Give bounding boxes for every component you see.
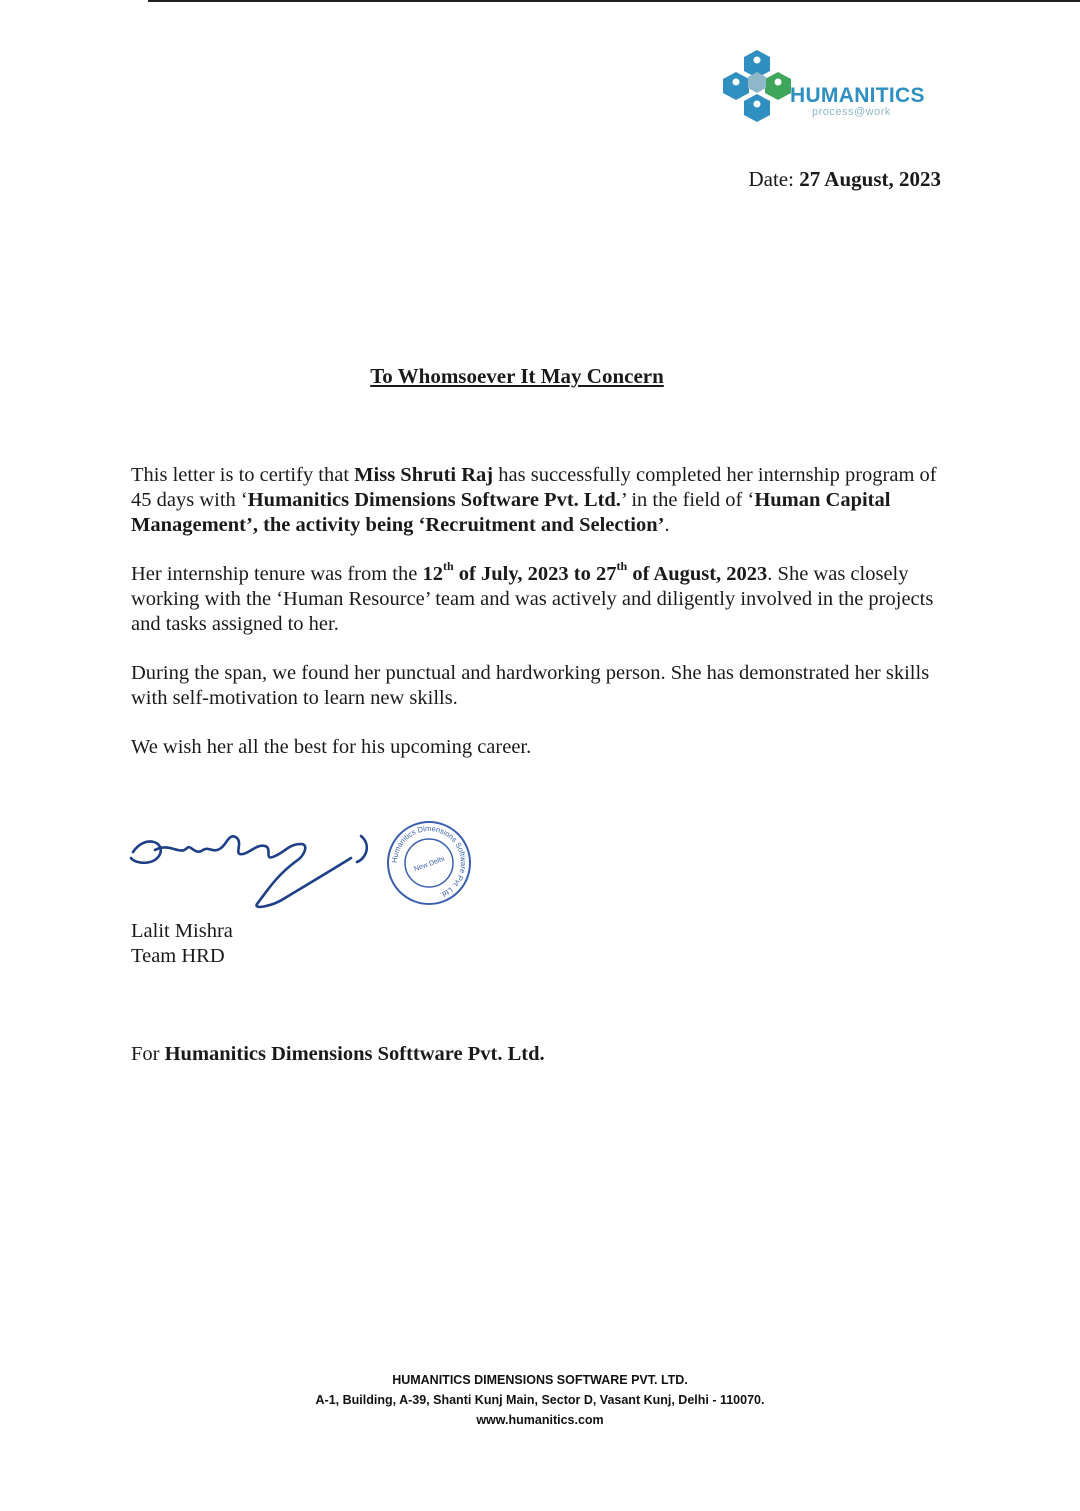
letter-date: [748, 167, 941, 192]
svg-text:New Delhi: New Delhi: [413, 855, 446, 874]
top-divider: [148, 0, 1080, 2]
logo-tagline: process@work: [812, 106, 891, 118]
hexagon-people-icon: [722, 48, 792, 138]
closing-company: For Humanitics Dimensions Softtware Pvt. Ltd.: [131, 1043, 545, 1065]
signer-role: Team HRD: [131, 945, 225, 967]
letter-footer: [0, 1370, 1080, 1430]
paragraph-tenure: Her internship tenure was from the 12th of July, 2023 to 27th of August, 2023. She was closely working with the ‘Human Resource’ team and was actively and diligently involved in the projects and tasks assigned to her.: [131, 559, 934, 635]
handwritten-signature: [125, 822, 375, 922]
footer-company: HUMANITICS DIMENSIONS SOFTWARE PVT. LTD.: [392, 1373, 688, 1387]
paragraph-wishes: We wish her all the best for his upcoming career.: [131, 736, 532, 758]
paragraph-certification: This letter is to certify that Miss Shruti Raj has successfully completed her internship program of 45 days with ‘Humanitics Dimensions Software Pvt. Ltd.’ in the field of ‘Human Capital Management’, the activity being ‘Recruitment and Selection’.: [131, 464, 937, 536]
logo-wordmark: HUMANITICS: [790, 84, 925, 107]
footer-website: www.humanitics.com: [476, 1413, 604, 1427]
signer-name: Lalit Mishra: [131, 920, 233, 942]
date-label: Date:: [748, 167, 794, 191]
footer-address: A-1, Building, A-39, Shanti Kunj Main, Sector D, Vasant Kunj, Delhi - 110070.: [315, 1393, 765, 1407]
company-seal-stamp: [384, 818, 474, 908]
letter-subject: To Whomsoever It May Concern: [370, 364, 664, 388]
company-logo: [722, 48, 952, 138]
paragraph-evaluation: During the span, we found her punctual and hardworking person. She has demonstrated her skills with self-motivation to learn new skills.: [131, 662, 930, 709]
svg-text:Humanitics Dimensions Software: Humanitics Dimensions Software Pvt. Ltd.: [389, 823, 469, 900]
date-value: 27 August, 2023: [799, 167, 941, 191]
